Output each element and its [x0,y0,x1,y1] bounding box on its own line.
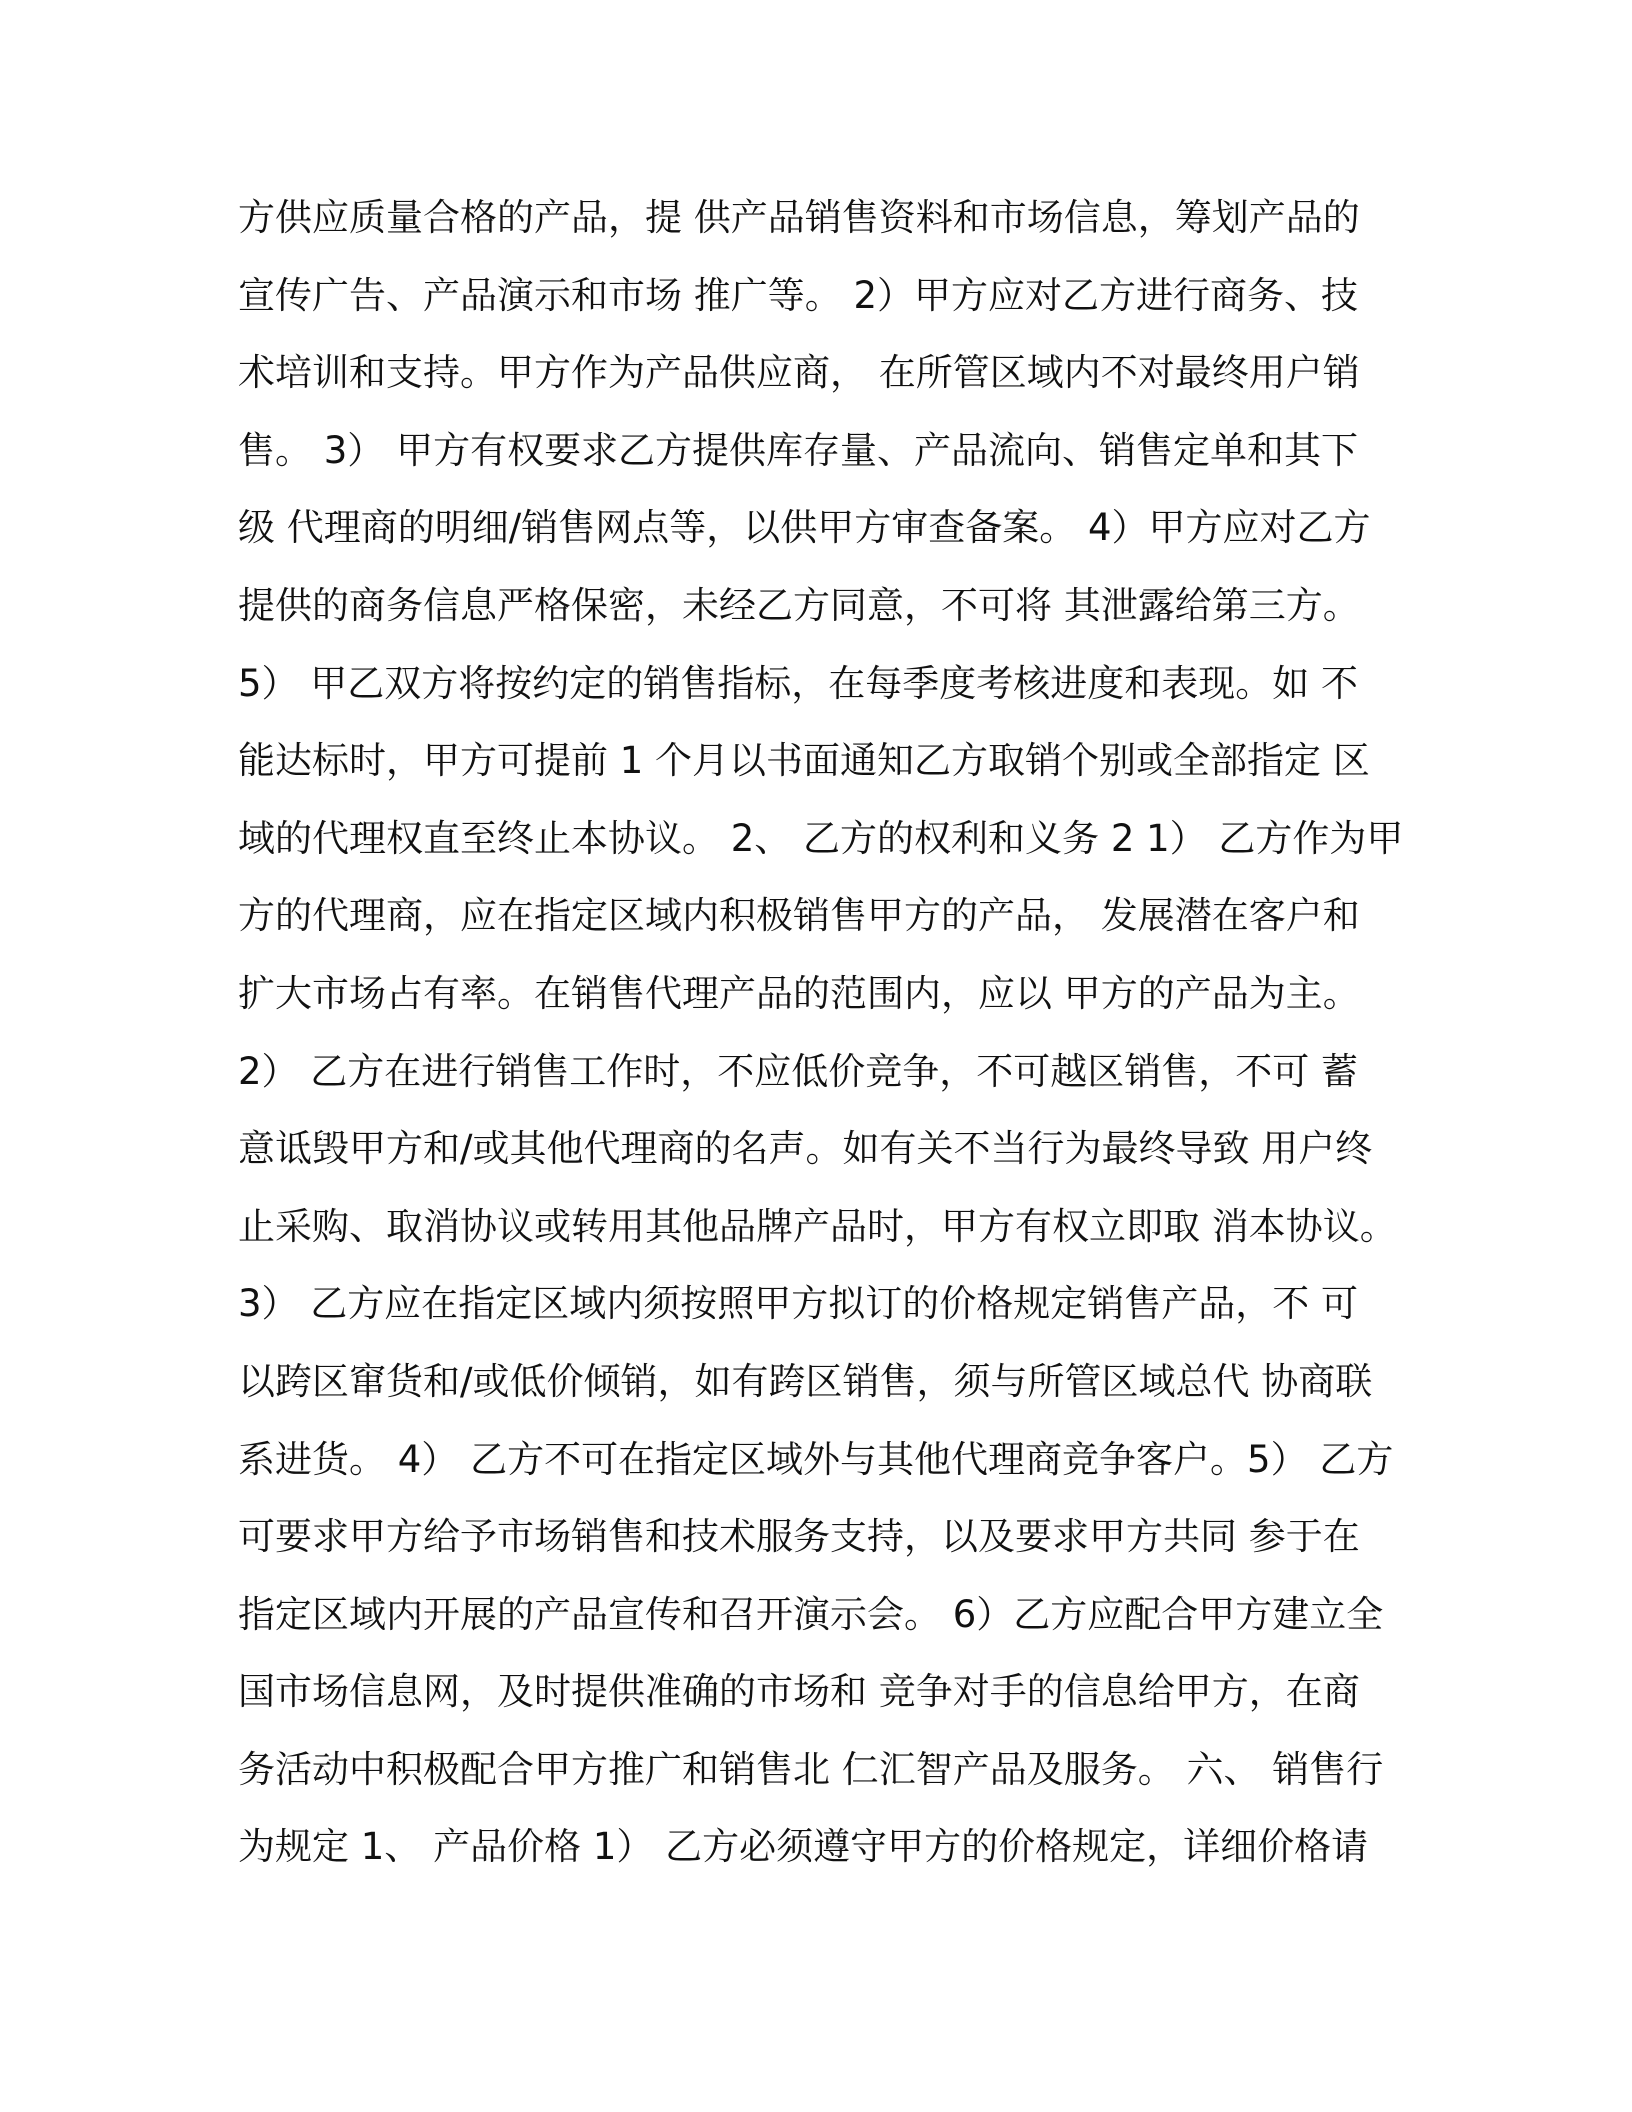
text-line: 级 代理商的明细/销售网点等，以供甲方审查备案。 4）甲方应对乙方 [238,506,1371,550]
text-line: 术培训和支持。甲方作为产品供应商， 在所管区域内不对最终用户销 [238,351,1360,395]
text-line: 意诋毁甲方和/或其他代理商的名声。如有关不当行为最终导致 用户终 [238,1127,1373,1171]
text-line: 宣传广告、产品演示和市场 推广等。 2）甲方应对乙方进行商务、技 [238,273,1359,317]
text-line: 方供应质量合格的产品，提 供产品销售资料和市场信息，筹划产品的 [238,196,1360,239]
text-line: 以跨区窜货和/或低价倾销，如有跨区销售，须与所管区域总代 协商联 [238,1359,1373,1403]
text-line: 2） 乙方在进行销售工作时，不应低价竞争，不可越区销售，不可 蓄 [238,1049,1359,1093]
text-line: 国市场信息网，及时提供准确的市场和 竞争对手的信息给甲方，在商 [238,1670,1360,1714]
text-line: 务活动中积极配合甲方推广和销售北 仁汇智产品及服务。 六、 销售行 [238,1747,1384,1791]
text-line: 可要求甲方给予市场销售和技术服务支持，以及要求甲方共同 参于在 [238,1515,1360,1559]
body-text [238,188,1404,1895]
text-line: 5） 甲乙双方将按约定的销售指标，在每季度考核进度和表现。如 不 [238,661,1359,705]
text-line: 为规定 1、 产品价格 1） 乙方必须遵守甲方的价格规定，详细价格请 [238,1825,1369,1869]
text-line: 能达标时，甲方可提前 1 个月以书面通知乙方取销个别或全部指定 区 [238,739,1370,783]
text-line: 指定区域内开展的产品宣传和召开演示会。 6）乙方应配合甲方建立全 [238,1592,1384,1636]
text-line: 止采购、取消协议或转用其他品牌产品时，甲方有权立即取 消本协议。 [238,1204,1397,1248]
text-line: 扩大市场占有率。在销售代理产品的范围内，应以 甲方的产品为主。 [238,971,1360,1015]
text-line: 提供的商务信息严格保密，未经乙方同意，不可将 其泄露给第三方。 [238,583,1360,627]
text-line: 域的代理权直至终止本协议。 2、 乙方的权利和义务 2 1） 乙方作为甲 [238,816,1404,860]
text-line: 售。 3） 甲方有权要求乙方提供库存量、产品流向、销售定单和其下 [238,428,1359,472]
text-line: 3） 乙方应在指定区域内须按照甲方拟订的价格规定销售产品，不 可 [238,1282,1359,1326]
text-line: 系进货。 4） 乙方不可在指定区域外与其他代理商竞争客户。5） 乙方 [238,1437,1394,1481]
text-line: 方的代理商，应在指定区域内积极销售甲方的产品， 发展潜在客户和 [238,894,1360,938]
